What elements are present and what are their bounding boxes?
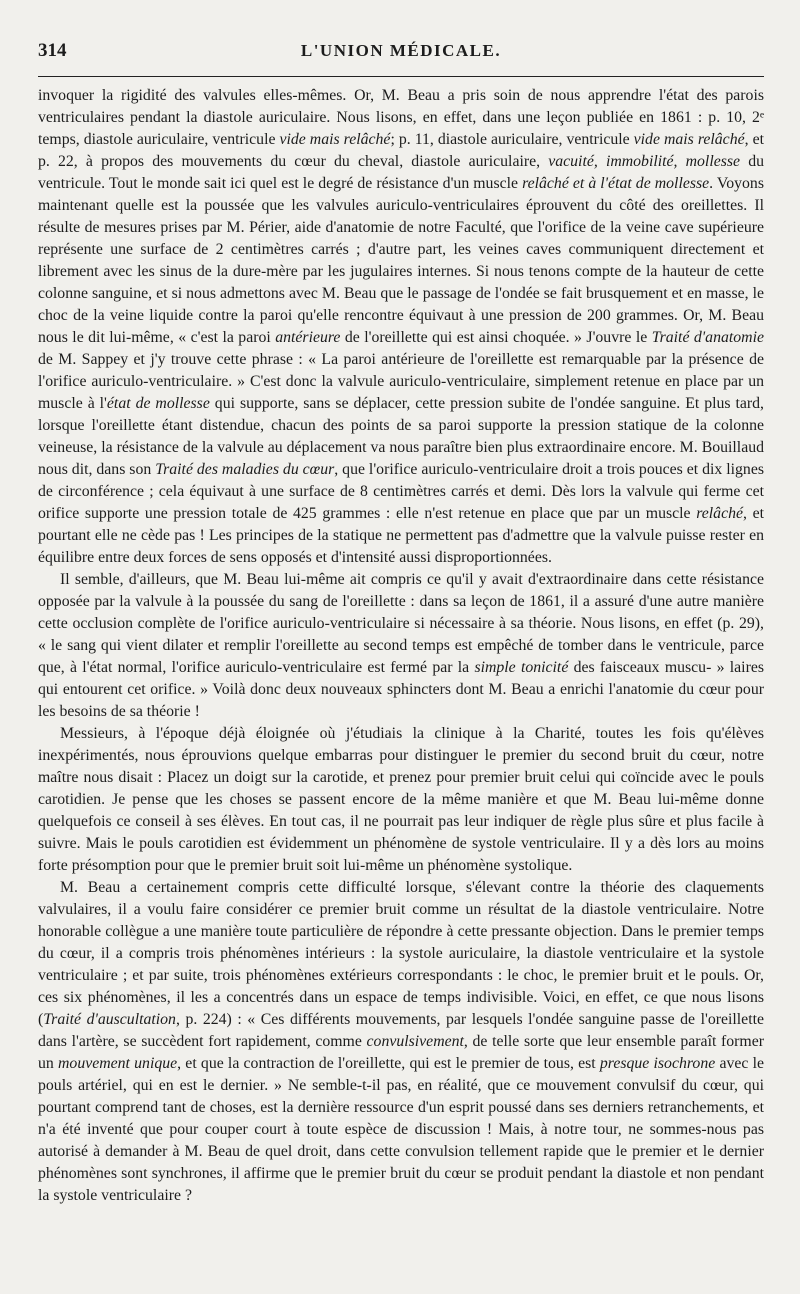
text-run: Messieurs, à l'époque déjà éloignée où j'étudiais la clinique à la Charité, toutes les fois qu'élèves inexpérimentés, nous éprouvions quelque embarras pour distinguer le premier du second bruit du cœur, notre maître nous disait : Placez un doigt sur la carotide, et prenez pour premier bruit celui qui coïncide avec le pouls carotidien. Je pense que les choses se passent encore de la même manière et que M. Beau lui-même donne quelquefois ce conseil à ses élèves. En tout cas, il ne pourrait pas leur indiquer de règle plus sûre et plus facile à suivre. Mais le pouls carotidien est évidemment un phénomène de systole ventriculaire. Il y a dès lors au moins forte présomption pour que le premier bruit soit lui-même un phénomène systolique. (38, 725, 764, 874)
italic-text: Traité d'anatomie (651, 329, 764, 346)
text-run: , et p. 22, à propos des mouvements du cœur du cheval, diastole auriculaire, (38, 131, 764, 170)
italic-text: convulsivement (366, 1033, 464, 1050)
italic-text: Traité d'auscultation (43, 1011, 176, 1028)
text-run: , et que la contraction de l'oreillette, qui est le premier de tous, est (177, 1055, 600, 1072)
text-run: M. Beau a certainement compris cette difficulté lorsque, s'élevant contre la théorie des claquements valvulaires, il a voulu faire considérer ce premier bruit comme un résultat de la diastole ventriculaire. Notre honorable collègue a une manière toute particulière de répondre à cette pressante objection. Dans le premier temps du cœur, il a compris trois phénomènes intérieurs : la systole auriculaire, la diastole ventriculaire et la systole ventriculaire ; et par suite, trois phénomènes extérieurs correspondants : le choc, le premier bruit et le pouls. Or, ces six phénomènes, il les a concentrés dans un espace de temps indivisible. Voici, en effet, ce que nous lisons ( (38, 879, 764, 1028)
page-number: 314 (38, 40, 67, 61)
italic-text: relâché et à l'état de mollesse (522, 175, 710, 192)
text-run: invoquer la rigidité des valvules elles-mêmes. Or, M. Beau a pris soin de nous apprendre l'état des parois ventriculaires pendant la diastole auriculaire. Nous lisons, en effet, dans une leçon publiée en 1861 : p. 10, 2ᵉ temps, diastole auriculaire, ventricule (38, 87, 764, 148)
text-run: , que l'orifice auriculo-ventriculaire droit a trois pouces et dix lignes de circonférence ; cela équivaut à une surface de 8 centimètres carrés et demi. Dès lors la valvule qui ferme cet orifice supporte une pression totale de 425 grammes : elle n'est retenue en place que par un muscle (38, 461, 764, 522)
paragraph (38, 569, 764, 723)
italic-text: antérieure (275, 329, 341, 346)
italic-text: état de mollesse (106, 395, 210, 412)
italic-text: vide mais relâché (279, 131, 391, 148)
text-run: du ventricule. Tout le monde sait ici quel est le degré de résistance d'un muscle (38, 153, 764, 192)
italic-text: presque isochrone (599, 1055, 716, 1072)
italic-text: vide mais relâché (633, 131, 745, 148)
italic-text: vacuité, immobilité, mollesse (548, 153, 741, 170)
text-run: . Voyons maintenant quelle est la poussée que les valvules auriculo-ventriculaires éprouvent du côté des oreillettes. Il résulte de mesures prises par M. Périer, aide d'anatomie de notre Faculté, que l'orifice de la veine cave supérieure représente une surface de 2 centimètres carrés ; d'autre part, les veines caves communiquent directement et librement avec les sinus de la dure-mère par les jugulaires internes. Si nous tenons compte de la hauteur de cette colonne sanguine, et si nous admettons avec M. Beau que le passage de l'ondée se fait brusquement et en masse, le choc de la veine liquide contre la paroi qu'elle rencontre équivaut à une pression de 200 grammes. Or, M. Beau nous le dit lui-même, « c'est la paroi (38, 175, 764, 346)
running-head (38, 40, 764, 74)
journal-title: L'UNION MÉDICALE. (300, 41, 502, 60)
paragraph (38, 85, 764, 569)
text-run: , p. 224) : « Ces différents mouvements, par lesquels l'ondée sanguine passe de l'oreillette dans l'artère, se succèdent fort rapidement, comme (38, 1011, 764, 1050)
text-run: avec le pouls artériel, qui en est le dernier. » Ne semble-t-il pas, en réalité, que ce mouvement convulsif du cœur, qui pourtant comprend tant de choses, est la dernière ressource d'un esprit poussé dans ses derniers retranchements, et n'a été inventé que pour couper court à toute espèce de discussion ! Mais, à notre tour, ne sommes-nous pas autorisé à demander à M. Beau de quel droit, dans cette convulsion tellement rapide que le premier et le dernier phénomènes sont synchrones, il affirme que le premier bruit du cœur se produit pendant la diastole et non pendant la systole ventriculaire ? (38, 1055, 764, 1204)
text-run: ; p. 11, diastole auriculaire, ventricule (390, 131, 634, 148)
paragraph (38, 877, 764, 1207)
article-body (38, 85, 764, 1207)
text-run: de M. Sappey et j'y trouve cette phrase : « La paroi antérieure de l'oreillette est remarquable par la présence de l'orifice auriculo-ventriculaire. » C'est donc la valvule auriculo-ventriculaire, simplement retenue en place par un muscle à l' (38, 351, 764, 412)
italic-text: Traité des maladies du cœur (155, 461, 335, 478)
italic-text: simple tonicité (474, 659, 569, 676)
italic-text: relâché (696, 505, 743, 522)
text-run: , et pourtant elle ne cède pas ! Les principes de la statique ne permettent pas d'admettre que la valvule puisse rester en équilibre entre deux forces de sens opposés et d'intensité aussi disproportionnées. (38, 505, 764, 566)
text-run: Il semble, d'ailleurs, que M. Beau lui-même ait compris ce qu'il y avait d'extraordinaire dans cette résistance opposée par la valvule à la poussée du sang de l'oreillette : dans sa leçon de 1861, il a assuré d'une autre manière cette occlusion complète de l'orifice auriculo-ventriculaire si nécessaire à sa théorie. Nous lisons, en effet (p. 29), « le sang qui vient dilater et remplir l'oreillette au second temps est empêché de tomber dans le ventricule, parce que, à l'état normal, l'orifice auriculo-ventriculaire est fermé par la (38, 571, 764, 676)
text-run: des faisceaux muscu- » laires qui entourent cet orifice. » Voilà donc deux nouveaux sphincters dont M. Beau a enrichi l'anatomie du cœur pour les besoins de sa théorie ! (38, 659, 764, 720)
header-rule (38, 76, 764, 77)
text-run: de l'oreillette qui est ainsi choquée. » J'ouvre le (340, 329, 652, 346)
italic-text: mouvement unique (58, 1055, 178, 1072)
text-run: qui supporte, sans se déplacer, cette pression subite de l'ondée sanguine. Et plus tard, lorsque l'oreillette étant distendue, chacun des points de sa paroi supporte la pression statique de la colonne veineuse, la résistance de la valvule au déplacement va nous paraître bien plus extraordinaire encore. M. Bouillaud nous dit, dans son (38, 395, 765, 478)
paragraph (38, 723, 764, 877)
text-run: , de telle sorte que leur ensemble paraît former un (38, 1033, 764, 1072)
